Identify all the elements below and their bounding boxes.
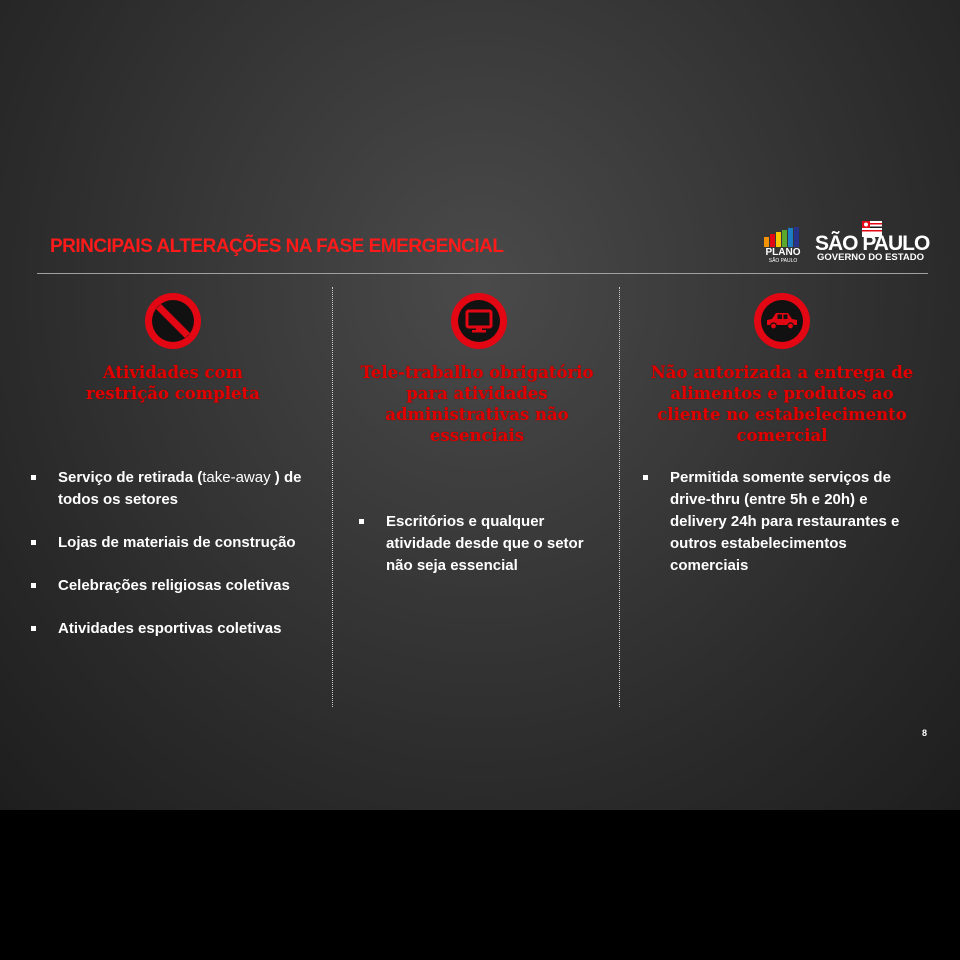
list-item-text: ) de todos os setores	[58, 469, 302, 508]
column-heading-teleworking: Tele-trabalho obrigatório para atividades administrativas não essenciais	[360, 363, 594, 445]
list-item: Celebrações religiosas coletivas	[31, 575, 326, 597]
list-item	[31, 467, 326, 511]
take-away-term: take-away	[202, 469, 271, 486]
plano-logo-subtext: SÃO PAULO	[768, 258, 798, 264]
car-icon	[753, 292, 811, 350]
column-heading-restriction: Atividades com restrição completa	[86, 363, 260, 403]
list-item: Escritórios e qualquer atividade desde que o setor não seja essencial	[359, 511, 604, 577]
sp-logo-text: SÃO PAULO	[815, 232, 930, 255]
governo-sao-paulo-logo	[815, 221, 930, 265]
slide-title: PRINCIPAIS ALTERAÇÕES NA FASE EMERGENCIAL	[50, 236, 504, 257]
title-rule	[37, 273, 928, 274]
teleworking-list	[359, 511, 604, 577]
plano-sao-paulo-logo	[762, 227, 804, 267]
page-number: 8	[922, 728, 928, 738]
list-item: Lojas de materiais de construção	[31, 532, 326, 554]
list-item: Atividades esportivas coletivas	[31, 618, 326, 640]
list-item-text: Serviço de retirada (	[58, 469, 203, 486]
column-heading-delivery: Não autorizada a entrega de alimentos e produtos ao cliente no estabelecimento comercial	[650, 363, 914, 445]
monitor-icon	[450, 292, 508, 350]
delivery-list	[643, 467, 928, 577]
prohibited-icon	[144, 292, 202, 350]
column-divider	[619, 287, 620, 707]
list-item: Permitida somente serviços de drive-thru (entre 5h e 20h) e delivery 24h para restaurantes e outros estabelecimentos comerciais	[643, 467, 928, 577]
column-divider	[332, 287, 333, 707]
plano-bars-icon	[764, 227, 802, 247]
restriction-list	[31, 467, 326, 661]
sp-logo-subtext: GOVERNO DO ESTADO	[817, 252, 924, 263]
plano-logo-text: PLANO	[765, 247, 801, 258]
